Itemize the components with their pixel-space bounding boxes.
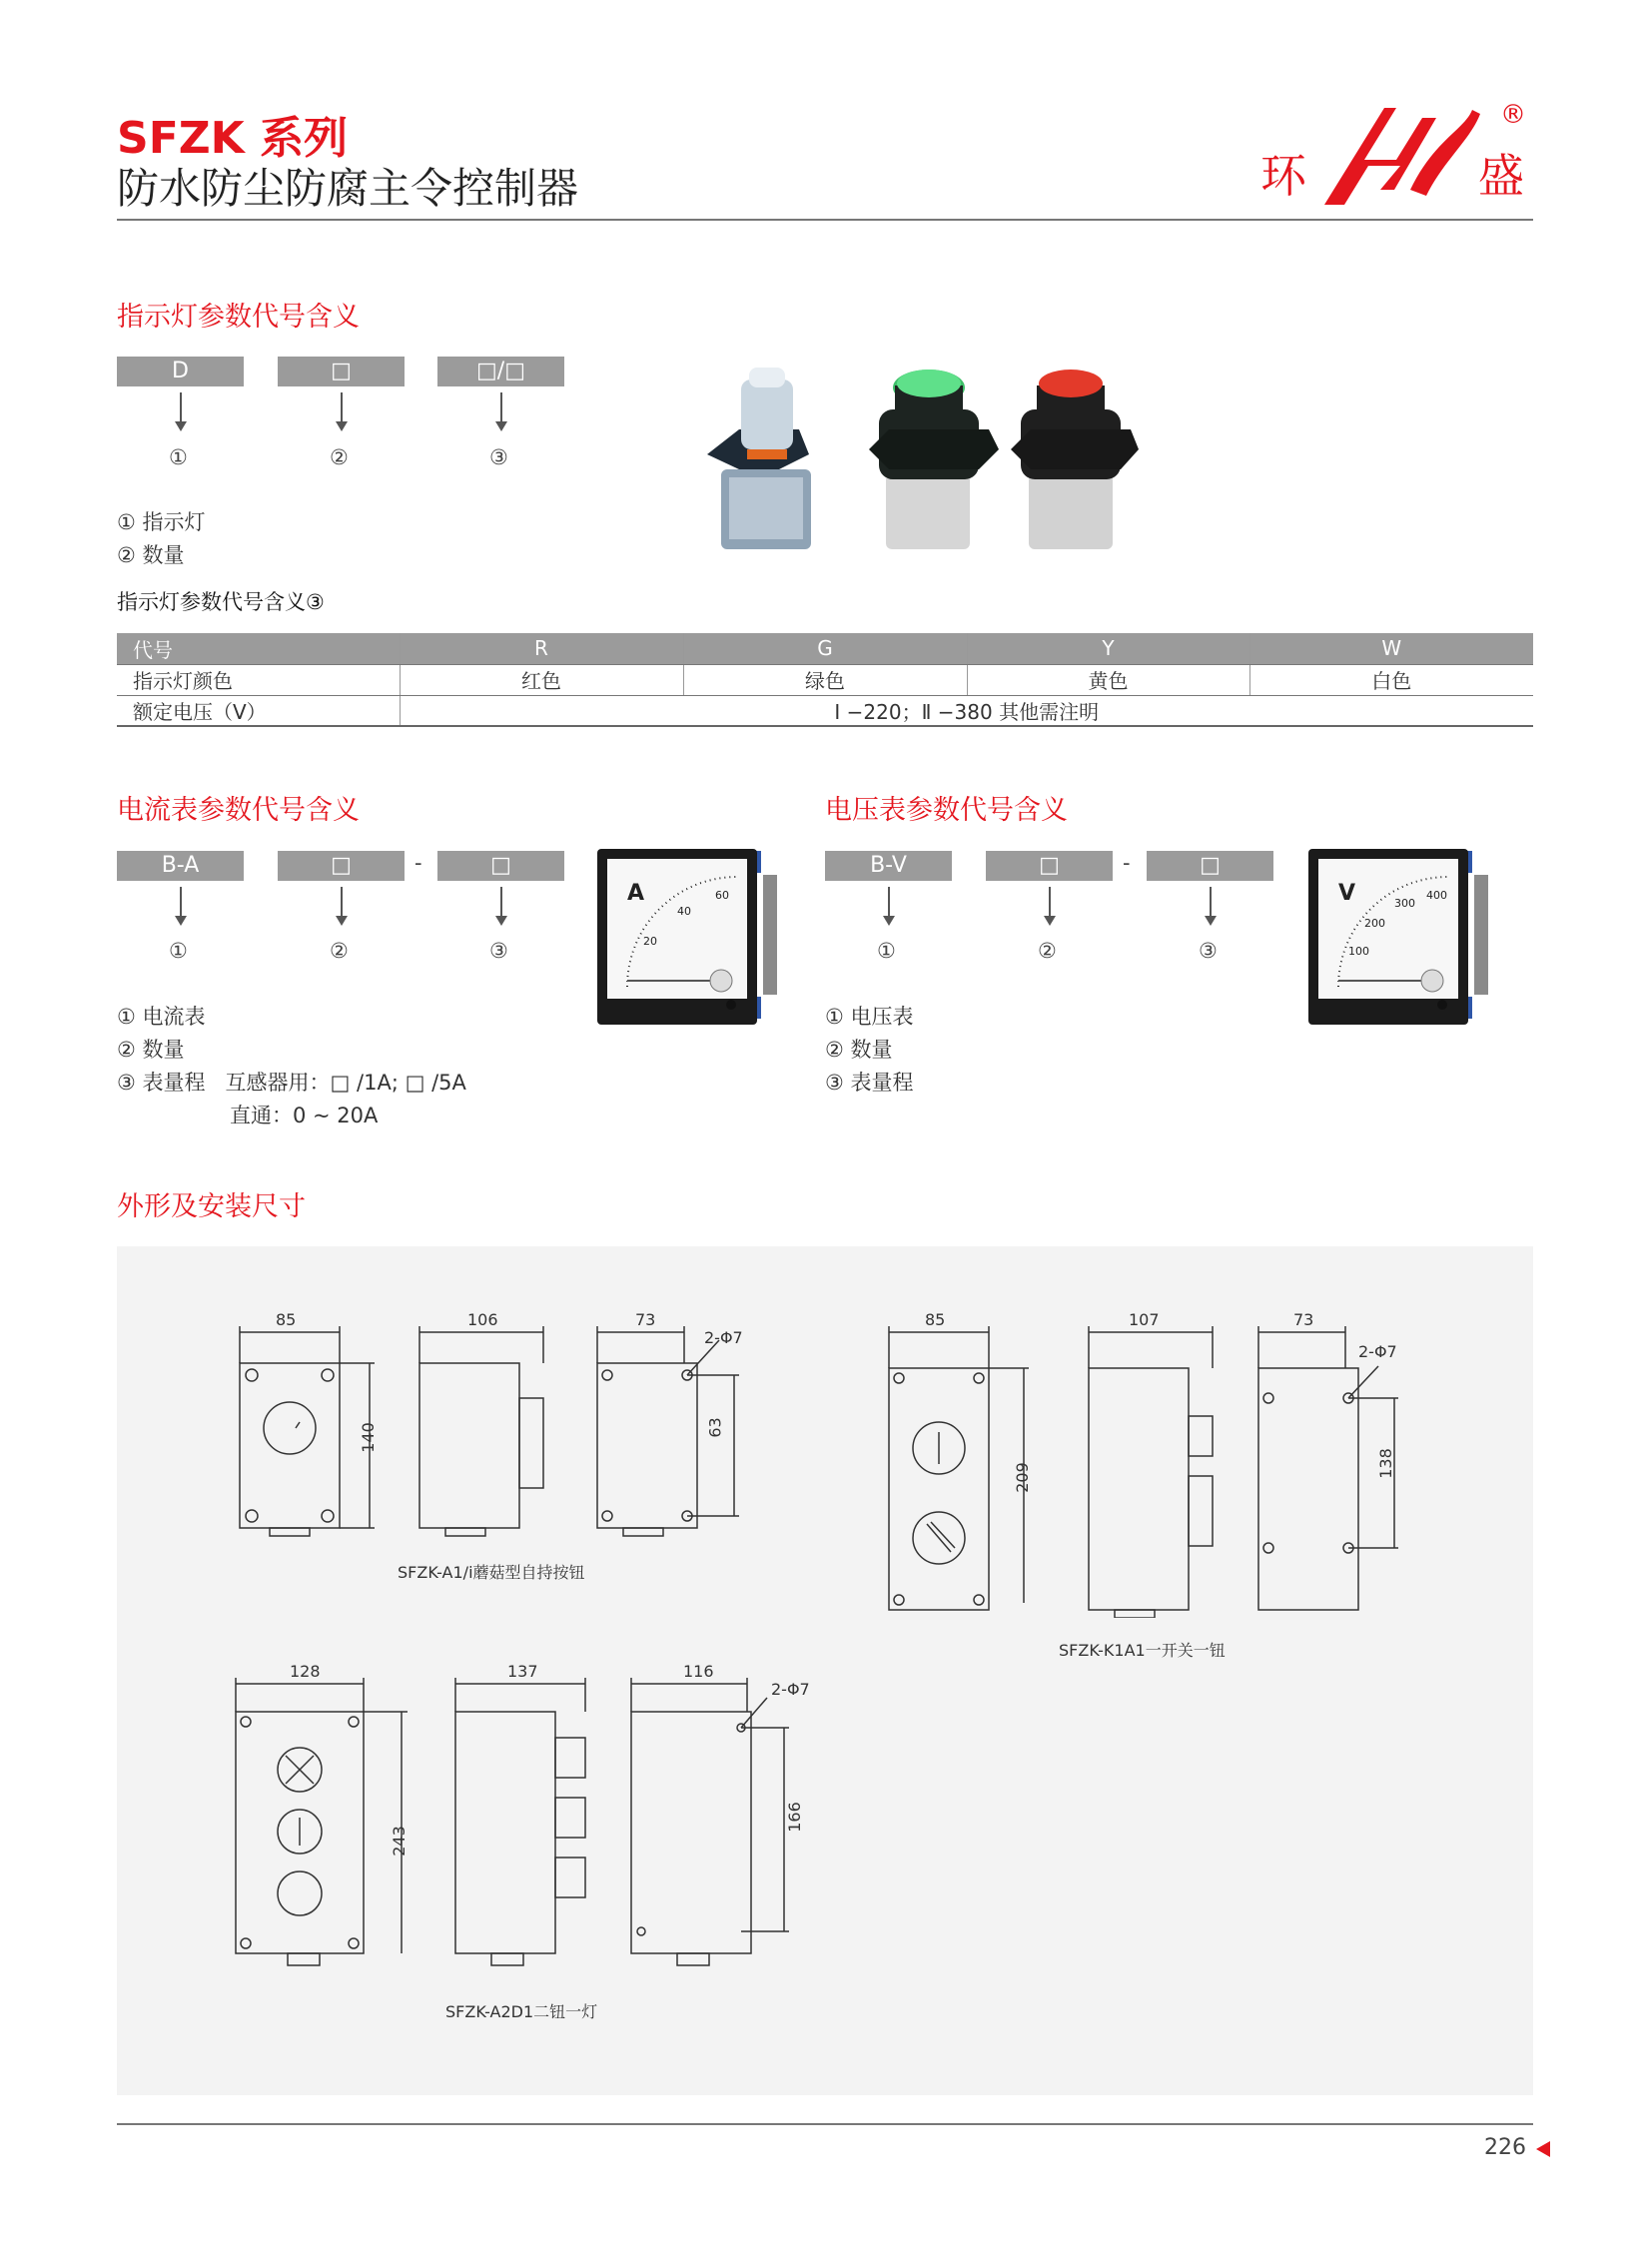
indicator-arrow-3	[500, 392, 502, 422]
dim-a1-w-front: 85	[276, 1310, 297, 1329]
indicator-lamp-photos	[699, 360, 1139, 559]
dim-k1a1-w-front: 85	[925, 1310, 946, 1329]
ammeter-arrowhead-3	[495, 916, 507, 926]
dim-a1-w-side: 106	[467, 1310, 498, 1329]
voltmeter-tick-300: 300	[1394, 897, 1415, 910]
table-header-g: G	[683, 633, 967, 664]
voltmeter-note-2: ② 数量	[825, 1038, 893, 1062]
ammeter-section-title: 电流表参数代号含义	[117, 795, 360, 826]
table-cell: 黄色	[967, 664, 1249, 695]
table-header-w: W	[1249, 633, 1533, 664]
logo-left-char: 环	[1260, 149, 1306, 203]
indicator-marker-1: ①	[169, 445, 188, 469]
ammeter-note-2: ② 数量	[117, 1038, 185, 1062]
table-row	[117, 695, 1533, 726]
table-cell: 绿色	[683, 664, 967, 695]
ammeter-tick-40: 40	[677, 905, 691, 918]
drawing-k1a1-side-back	[1079, 1318, 1418, 1618]
ammeter-dash: -	[414, 851, 422, 875]
voltmeter-marker-3: ③	[1199, 939, 1218, 963]
indicator-arrowhead-3	[495, 421, 507, 431]
registered-mark: ®	[1500, 100, 1526, 130]
dim-k1a1-h-front: 209	[1012, 1462, 1032, 1493]
ammeter-body	[597, 847, 782, 1027]
footer-divider	[117, 2123, 1533, 2125]
voltmeter-dash: -	[1123, 851, 1131, 875]
voltmeter-note-3: ③ 表量程	[825, 1071, 914, 1095]
indicator-marker-2: ②	[330, 445, 349, 469]
brand-logo	[1260, 100, 1540, 210]
ammeter-code-1: B-A	[117, 851, 244, 881]
table-header-code: 代号	[117, 633, 400, 664]
dim-k1a1-h-back: 138	[1375, 1448, 1395, 1479]
ammeter-note-1: ① 电流表	[117, 1005, 206, 1029]
dim-a2d1-w-back: 116	[683, 1662, 714, 1681]
ammeter-note-3: ③ 表量程 互感器用：□ /1A; □ /5A	[117, 1071, 466, 1095]
caption-a1: SFZK-A1/i蘑菇型自持按钮	[398, 1563, 585, 1582]
table-row	[117, 664, 1533, 695]
table-cell: 白色	[1249, 664, 1533, 695]
ammeter-unit-label: A	[627, 881, 645, 906]
series-title: SFZK 系列	[117, 113, 349, 164]
indicator-code-2: □	[278, 357, 405, 386]
voltmeter-tick-400: 400	[1426, 889, 1447, 902]
caption-k1a1: SFZK-K1A1一开关一钮	[1059, 1641, 1226, 1660]
voltmeter-unit-label: V	[1338, 881, 1356, 906]
ammeter-marker-3: ③	[489, 939, 508, 963]
ammeter-arrow-3	[500, 887, 502, 917]
page-number: 226	[1484, 2135, 1526, 2160]
logo-right-char: 盛	[1478, 149, 1524, 203]
indicator-note-2: ② 数量	[117, 543, 185, 567]
ammeter-arrow-2	[341, 887, 343, 917]
voltmeter-arrowhead-2	[1044, 916, 1056, 926]
ammeter-tick-20: 20	[643, 935, 657, 948]
indicator-section-title: 指示灯参数代号含义	[117, 302, 360, 333]
ammeter-arrowhead-1	[175, 916, 187, 926]
voltmeter-arrow-1	[888, 887, 890, 917]
dim-k1a1-w-back: 73	[1293, 1310, 1314, 1329]
ammeter-arrowhead-2	[336, 916, 348, 926]
dimensions-section-title: 外形及安装尺寸	[117, 1191, 306, 1222]
indicator-note-1: ① 指示灯	[117, 510, 206, 534]
indicator-arrow-1	[180, 392, 182, 422]
dim-k1a1-w-side: 107	[1129, 1310, 1160, 1329]
ammeter-arrow-1	[180, 887, 182, 917]
dim-a2d1-h-back: 166	[784, 1802, 804, 1833]
table-header-r: R	[400, 633, 683, 664]
dim-a2d1-hole: 2-Φ7	[771, 1680, 810, 1699]
indicator-arrow-2	[341, 392, 343, 422]
indicator-marker-3: ③	[489, 445, 508, 469]
voltmeter-note-1: ① 电压表	[825, 1005, 914, 1029]
ammeter-code-2: □	[278, 851, 405, 881]
table-header-y: Y	[967, 633, 1249, 664]
dim-a2d1-w-front: 128	[290, 1662, 321, 1681]
dim-a1-w-back: 73	[635, 1310, 656, 1329]
voltmeter-photo	[1308, 847, 1493, 1027]
table-cell: 额定电压（V）	[117, 695, 400, 726]
dim-a2d1-w-side: 137	[507, 1662, 538, 1681]
indicator-spec-table	[117, 633, 1533, 727]
page-arrow-icon	[1536, 2141, 1550, 2157]
voltmeter-marker-1: ①	[877, 939, 896, 963]
voltmeter-code-2: □	[986, 851, 1113, 881]
voltmeter-body	[1308, 847, 1493, 1027]
ammeter-code-3: □	[437, 851, 564, 881]
voltmeter-code-3: □	[1147, 851, 1273, 881]
table-row	[117, 633, 1533, 664]
dim-a1-h-back: 63	[705, 1417, 725, 1438]
dim-a1-hole: 2-Φ7	[704, 1328, 743, 1347]
table-cell: Ⅰ −220；Ⅱ −380 其他需注明	[400, 695, 1533, 726]
voltmeter-arrow-2	[1049, 887, 1051, 917]
table-cell: 红色	[400, 664, 683, 695]
indicator-table-caption: 指示灯参数代号含义③	[117, 590, 325, 614]
ammeter-marker-2: ②	[330, 939, 349, 963]
drawing-a2d1	[230, 1670, 809, 1969]
indicator-arrowhead-1	[175, 421, 187, 431]
dim-a1-h-front: 140	[358, 1422, 378, 1453]
table-cell: 指示灯颜色	[117, 664, 400, 695]
header-divider	[117, 219, 1533, 221]
dim-k1a1-hole: 2-Φ7	[1358, 1342, 1397, 1361]
indicator-arrowhead-2	[336, 421, 348, 431]
ammeter-photo	[597, 847, 782, 1027]
voltmeter-code-1: B-V	[825, 851, 952, 881]
voltmeter-tick-100: 100	[1348, 945, 1369, 958]
voltmeter-section-title: 电压表参数代号含义	[825, 795, 1068, 826]
ammeter-marker-1: ①	[169, 939, 188, 963]
voltmeter-arrowhead-1	[883, 916, 895, 926]
indicator-code-3: □/□	[437, 357, 564, 386]
dim-a2d1-h-front: 243	[389, 1826, 409, 1857]
voltmeter-arrow-3	[1210, 887, 1212, 917]
voltmeter-marker-2: ②	[1038, 939, 1057, 963]
voltmeter-arrowhead-3	[1205, 916, 1217, 926]
indicator-code-1: D	[117, 357, 244, 386]
logo-mark	[1314, 100, 1484, 210]
voltmeter-tick-200: 200	[1364, 917, 1385, 930]
caption-a2d1: SFZK-A2D1二钮一灯	[445, 2002, 598, 2021]
ammeter-tick-60: 60	[715, 889, 729, 902]
ammeter-note-4: 直通：0 ~ 20A	[230, 1104, 379, 1127]
page-title: 防水防尘防腐主令控制器	[117, 164, 579, 213]
